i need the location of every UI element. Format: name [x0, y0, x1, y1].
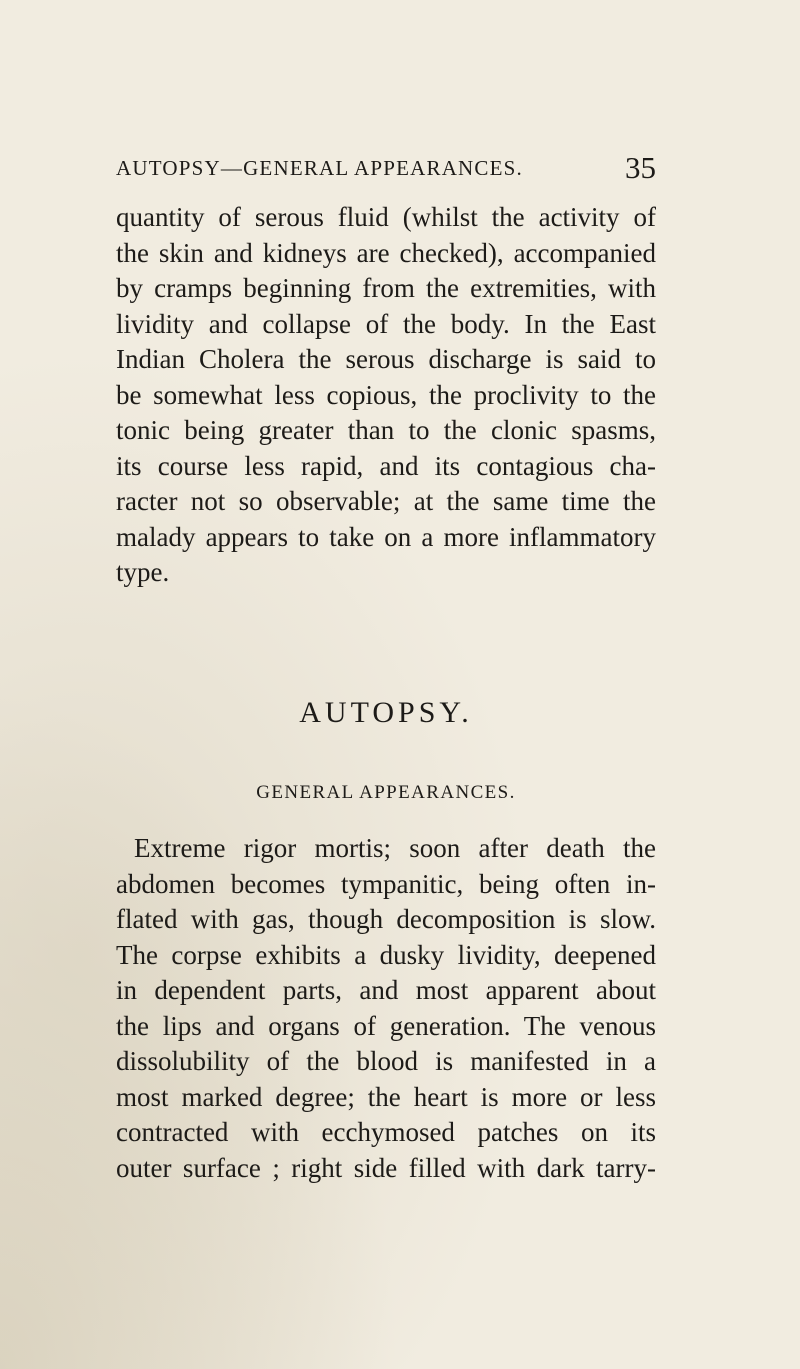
section-subheading: GENERAL APPEARANCES.	[256, 782, 516, 803]
paragraph-2	[116, 831, 656, 1186]
text-line: racter not so observable; at the same time the	[116, 486, 656, 516]
text-line: Indian Cholera the serous discharge is said to	[116, 344, 656, 374]
text-line: outer surface ; right side filled with dark tarry-	[116, 1152, 656, 1183]
text-line: lividity and collapse of the body. In the East	[116, 308, 656, 339]
paragraph-1	[116, 200, 656, 591]
text-line: the skin and kidneys are checked), accompanied	[116, 237, 656, 268]
text-line: type.	[116, 557, 170, 587]
text-line: the lips and organs of generation. The venous	[116, 1010, 656, 1041]
running-title: AUTOPSY—GENERAL APPEARANCES.	[116, 156, 523, 180]
text-line: malady appears to take on a more inflammatory	[116, 521, 656, 552]
text-line: contracted with ecchymosed patches on its	[116, 1117, 656, 1147]
text-line: be somewhat less copious, the proclivity to the	[116, 379, 656, 410]
page-number: 35	[625, 150, 656, 185]
text-line: by cramps beginning from the extremities, with	[116, 273, 656, 303]
text-line: flated with gas, though decomposition is slow.	[116, 904, 656, 934]
text-line: tonic being greater than to the clonic spasms,	[116, 415, 656, 445]
text-line: in dependent parts, and most apparent about	[116, 975, 656, 1005]
running-head	[116, 150, 656, 190]
text-line: most marked degree; the heart is more or less	[116, 1081, 656, 1112]
section-heading: AUTOPSY.	[299, 696, 473, 729]
text-line: dissolubility of the blood is manifested in a	[116, 1046, 656, 1076]
text-line: The corpse exhibits a dusky lividity, deepened	[116, 939, 656, 970]
text-line: Extreme rigor mortis; soon after death the	[134, 833, 656, 863]
text-line: its course less rapid, and its contagious cha-	[116, 450, 656, 481]
text-line: abdomen becomes tympanitic, being often in-	[116, 868, 656, 899]
text-line: quantity of serous fluid (whilst the activity of	[116, 202, 656, 232]
